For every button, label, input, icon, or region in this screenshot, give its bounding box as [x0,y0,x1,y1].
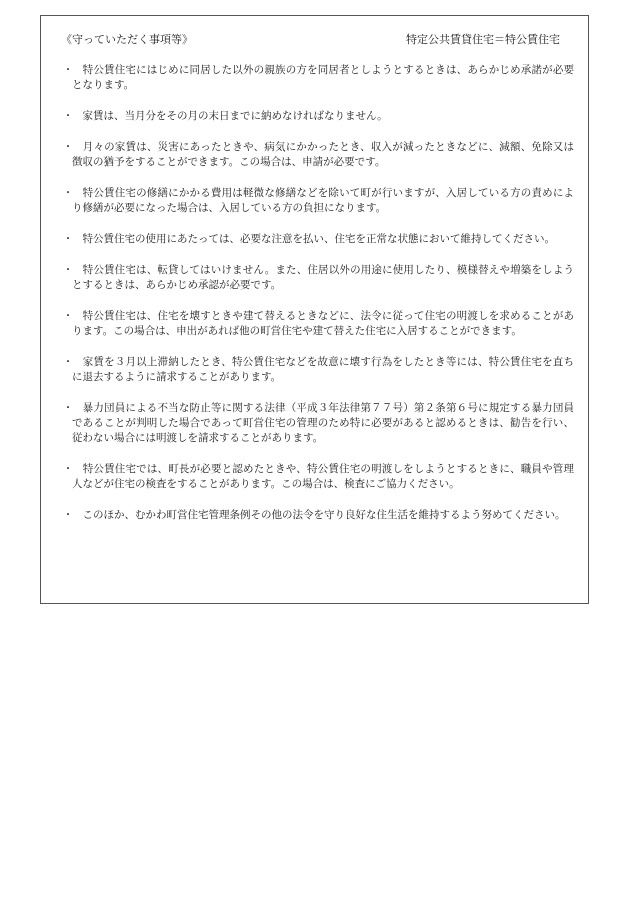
housing-type-label: 特定公共賃貸住宅＝特公賃住宅 [406,33,560,46]
list-item-text: このほか、むかわ町営住宅管理条例その他の法令を守り良好な住生活を維持するよう努めてください。 [72,509,566,521]
list-item-text: 特公賃住宅では、町長が必要と認めたときや、特公賃住宅の明渡しをしようとするときに、職員や管理人などが住宅の検査をすることがあります。この場合は、検査にご協力ください。 [72,463,574,490]
list-item [61,232,574,247]
bullet: ・ [63,357,73,368]
list-item-text: 特公賃住宅にはじめに同居した以外の親族の方を同居者としようとするときは、あらかじめ承諾が必要となります。 [72,64,574,91]
bullet: ・ [63,464,73,475]
list-item-text: 家賃は、当月分をその月の末日までに納めなければなりません。 [72,110,388,122]
bullet: ・ [63,510,73,521]
bullet: ・ [63,265,73,276]
list-item [61,263,574,293]
list-item [61,462,574,492]
list-item [61,401,574,446]
bullet: ・ [63,188,73,199]
list-item-text: 特公賃住宅の使用にあたっては、必要な注意を払い、住宅を正常な状態において維持してください。 [72,233,555,245]
bullet: ・ [63,234,73,245]
bullet: ・ [63,111,73,122]
list-item [61,309,574,339]
bullet: ・ [63,403,73,414]
rules-list [61,63,574,539]
list-item-text: 家賃を３月以上滞納したとき、特公賃住宅などを故意に壊す行為をしたとき等には、特公賃住宅を直ちに退去するように請求することがあります。 [72,356,574,383]
list-item-text: 特公賃住宅は、転貸してはいけません。また、住居以外の用途に使用したり、模様替えや増築をしようとするときは、あらかじめ承認が必要です。 [72,264,574,291]
notice-heading: 《守っていただく事項等》 [61,33,193,46]
list-item [61,186,574,216]
list-item-text: 暴力団員による不当な防止等に関する法律（平成３年法律第７７号）第２条第６号に規定する暴力団員であることが判明した場合であって町営住宅の管理のため特に必要があると認めるときは、勧告を行い、従わない場合には明渡しを請求することがあります。 [72,402,574,444]
list-item-text: 特公賃住宅の修繕にかかる費用は軽微な修繕などを除いて町が行いますが、入居している方の責めにより修繕が必要になった場合は、入居している方の負担になります。 [72,187,574,214]
bullet: ・ [63,311,73,322]
list-item [61,508,574,523]
list-item [61,355,574,385]
list-item [61,109,574,124]
bullet: ・ [63,142,73,153]
header [61,32,560,48]
list-item-text: 特公賃住宅は、住宅を壊すときや建て替えるときなどに、法令に従って住宅の明渡しを求めることがあります。この場合は、申出があれば他の町営住宅や建て替えた住宅に入居することができます。 [72,310,574,337]
list-item-text: 月々の家賃は、災害にあったときや、病気にかかったとき、収入が減ったときなどに、減額、免除又は徴収の猶予をすることができます。この場合は、申請が必要です。 [72,141,574,168]
list-item [61,140,574,170]
bullet: ・ [63,65,73,76]
notice-box [40,15,589,604]
list-item [61,63,574,93]
